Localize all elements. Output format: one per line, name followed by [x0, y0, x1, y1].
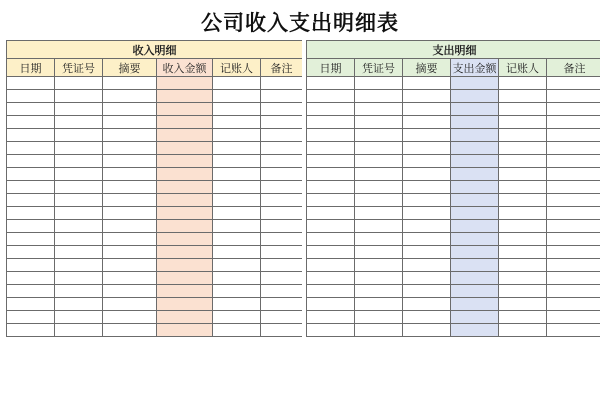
income-cell[interactable]	[7, 233, 55, 246]
expense-table-row	[307, 207, 600, 220]
expense-col-bookkeeper: 记账人	[499, 59, 547, 77]
income-cell[interactable]	[157, 142, 213, 155]
income-cell[interactable]	[55, 311, 103, 324]
income-cell[interactable]	[103, 272, 157, 285]
expense-cell[interactable]	[451, 259, 499, 272]
expense-cell[interactable]	[499, 207, 547, 220]
expense-table-row	[307, 77, 600, 90]
income-section	[6, 40, 302, 337]
expense-cell[interactable]	[547, 194, 600, 207]
expense-cell[interactable]	[355, 129, 403, 142]
income-cell[interactable]	[261, 311, 303, 324]
expense-cell[interactable]	[307, 311, 355, 324]
expense-cell[interactable]	[355, 311, 403, 324]
expense-cell[interactable]	[547, 233, 600, 246]
income-cell[interactable]	[213, 311, 261, 324]
income-cell[interactable]	[213, 233, 261, 246]
income-cell[interactable]	[103, 129, 157, 142]
income-table-row	[7, 233, 303, 246]
income-table-row	[7, 181, 303, 194]
income-cell[interactable]	[157, 311, 213, 324]
expense-cell[interactable]	[355, 77, 403, 90]
income-cell[interactable]	[103, 116, 157, 129]
income-cell[interactable]	[7, 285, 55, 298]
expense-cell[interactable]	[499, 311, 547, 324]
income-cell[interactable]	[213, 194, 261, 207]
expense-cell[interactable]	[355, 298, 403, 311]
income-cell[interactable]	[7, 142, 55, 155]
income-cell[interactable]	[103, 90, 157, 103]
income-cell[interactable]	[7, 220, 55, 233]
income-cell[interactable]	[7, 246, 55, 259]
expense-cell[interactable]	[403, 103, 451, 116]
income-cell[interactable]	[213, 77, 261, 90]
income-cell[interactable]	[7, 259, 55, 272]
income-cell[interactable]	[261, 129, 303, 142]
income-cell[interactable]	[157, 272, 213, 285]
expense-cell[interactable]	[451, 207, 499, 220]
income-cell[interactable]	[7, 194, 55, 207]
expense-cell[interactable]	[403, 155, 451, 168]
income-col-amount: 收入金额	[157, 59, 213, 77]
expense-cell[interactable]	[547, 259, 600, 272]
income-cell[interactable]	[7, 168, 55, 181]
income-cell[interactable]	[55, 155, 103, 168]
expense-cell[interactable]	[451, 155, 499, 168]
income-cell[interactable]	[213, 246, 261, 259]
income-cell[interactable]	[55, 181, 103, 194]
expense-cell[interactable]	[403, 142, 451, 155]
income-cell[interactable]	[7, 103, 55, 116]
expense-section-header: 支出明细	[307, 41, 600, 59]
expense-cell[interactable]	[403, 181, 451, 194]
income-cell[interactable]	[157, 233, 213, 246]
expense-cell[interactable]	[547, 90, 600, 103]
expense-cell[interactable]	[355, 168, 403, 181]
income-col-bookkeeper: 记账人	[213, 59, 261, 77]
expense-table-row	[307, 246, 600, 259]
income-table-row	[7, 116, 303, 129]
income-table-row	[7, 194, 303, 207]
expense-cell[interactable]	[451, 285, 499, 298]
income-cell[interactable]	[213, 116, 261, 129]
expense-cell[interactable]	[499, 259, 547, 272]
expense-cell[interactable]	[451, 324, 499, 337]
expense-cell[interactable]	[451, 116, 499, 129]
income-cell[interactable]	[157, 259, 213, 272]
income-cell[interactable]	[55, 259, 103, 272]
expense-cell[interactable]	[355, 272, 403, 285]
expense-cell[interactable]	[403, 246, 451, 259]
expense-table-row	[307, 116, 600, 129]
expense-cell[interactable]	[307, 103, 355, 116]
expense-cell[interactable]	[547, 142, 600, 155]
expense-cell[interactable]	[499, 246, 547, 259]
income-table-row	[7, 220, 303, 233]
income-cell[interactable]	[213, 207, 261, 220]
expense-cell[interactable]	[403, 194, 451, 207]
income-cell[interactable]	[55, 246, 103, 259]
expense-cell[interactable]	[451, 142, 499, 155]
expense-cell[interactable]	[547, 116, 600, 129]
expense-cell[interactable]	[403, 90, 451, 103]
income-table-row	[7, 168, 303, 181]
income-table-row	[7, 298, 303, 311]
income-cell[interactable]	[261, 142, 303, 155]
expense-cell[interactable]	[547, 272, 600, 285]
income-cell[interactable]	[213, 103, 261, 116]
income-cell[interactable]	[261, 233, 303, 246]
income-cell[interactable]	[157, 324, 213, 337]
income-cell[interactable]	[157, 129, 213, 142]
income-cell[interactable]	[261, 246, 303, 259]
income-cell[interactable]	[103, 259, 157, 272]
expense-cell[interactable]	[307, 168, 355, 181]
expense-cell[interactable]	[403, 311, 451, 324]
expense-cell[interactable]	[499, 220, 547, 233]
expense-table-row	[307, 324, 600, 337]
income-cell[interactable]	[157, 194, 213, 207]
income-cell[interactable]	[261, 285, 303, 298]
expense-cell[interactable]	[499, 142, 547, 155]
income-cell[interactable]	[213, 324, 261, 337]
expense-cell[interactable]	[355, 233, 403, 246]
income-cell[interactable]	[157, 90, 213, 103]
income-cell[interactable]	[55, 298, 103, 311]
income-cell[interactable]	[157, 116, 213, 129]
expense-cell[interactable]	[403, 324, 451, 337]
expense-cell[interactable]	[355, 207, 403, 220]
expense-cell[interactable]	[403, 116, 451, 129]
income-cell[interactable]	[213, 155, 261, 168]
income-col-date: 日期	[7, 59, 55, 77]
expense-cell[interactable]	[499, 285, 547, 298]
expense-cell[interactable]	[547, 129, 600, 142]
income-cell[interactable]	[7, 311, 55, 324]
income-cell[interactable]	[55, 129, 103, 142]
income-cell[interactable]	[261, 103, 303, 116]
expense-cell[interactable]	[307, 272, 355, 285]
expense-cell[interactable]	[307, 285, 355, 298]
income-cell[interactable]	[7, 90, 55, 103]
expense-cell[interactable]	[403, 77, 451, 90]
income-cell[interactable]	[261, 194, 303, 207]
income-cell[interactable]	[103, 324, 157, 337]
expense-cell[interactable]	[499, 324, 547, 337]
expense-cell[interactable]	[451, 194, 499, 207]
income-cell[interactable]	[103, 220, 157, 233]
expense-cell[interactable]	[355, 194, 403, 207]
expense-table-row	[307, 272, 600, 285]
expense-cell[interactable]	[355, 181, 403, 194]
expense-cell[interactable]	[355, 220, 403, 233]
expense-cell[interactable]	[451, 129, 499, 142]
expense-table-row	[307, 129, 600, 142]
income-cell[interactable]	[7, 298, 55, 311]
expense-cell[interactable]	[355, 259, 403, 272]
expense-cell[interactable]	[307, 233, 355, 246]
expense-col-amount: 支出金额	[451, 59, 499, 77]
expense-cell[interactable]	[547, 155, 600, 168]
income-table	[6, 40, 303, 337]
expense-table-row	[307, 103, 600, 116]
income-table-row	[7, 324, 303, 337]
expense-cell[interactable]	[499, 194, 547, 207]
expense-cell[interactable]	[307, 116, 355, 129]
income-cell[interactable]	[213, 259, 261, 272]
income-cell[interactable]	[103, 142, 157, 155]
income-cell[interactable]	[261, 77, 303, 90]
expense-table-row	[307, 90, 600, 103]
expense-cell[interactable]	[451, 272, 499, 285]
expense-cell[interactable]	[403, 272, 451, 285]
income-cell[interactable]	[157, 220, 213, 233]
income-cell[interactable]	[103, 285, 157, 298]
income-cell[interactable]	[7, 324, 55, 337]
expense-cell[interactable]	[499, 129, 547, 142]
income-cell[interactable]	[213, 129, 261, 142]
income-cell[interactable]	[55, 272, 103, 285]
expense-cell[interactable]	[547, 77, 600, 90]
expense-table-row	[307, 168, 600, 181]
income-cell[interactable]	[7, 155, 55, 168]
income-table-row	[7, 155, 303, 168]
income-cell[interactable]	[103, 246, 157, 259]
expense-cell[interactable]	[355, 142, 403, 155]
expense-cell[interactable]	[499, 298, 547, 311]
expense-cell[interactable]	[547, 311, 600, 324]
expense-cell[interactable]	[451, 168, 499, 181]
expense-cell[interactable]	[307, 259, 355, 272]
expense-col-summary: 摘要	[403, 59, 451, 77]
income-cell[interactable]	[55, 77, 103, 90]
income-cell[interactable]	[55, 142, 103, 155]
income-cell[interactable]	[103, 298, 157, 311]
expense-cell[interactable]	[403, 233, 451, 246]
expense-cell[interactable]	[547, 246, 600, 259]
income-cell[interactable]	[157, 246, 213, 259]
expense-cell[interactable]	[451, 220, 499, 233]
expense-cell[interactable]	[499, 181, 547, 194]
income-cell[interactable]	[261, 220, 303, 233]
expense-table-row	[307, 311, 600, 324]
income-cell[interactable]	[7, 181, 55, 194]
expense-cell[interactable]	[307, 181, 355, 194]
income-cell[interactable]	[103, 155, 157, 168]
income-col-notes: 备注	[261, 59, 303, 77]
expense-cell[interactable]	[451, 311, 499, 324]
sheet-title: 公司收入支出明细表	[201, 11, 399, 35]
expense-cell[interactable]	[547, 207, 600, 220]
expense-col-notes: 备注	[547, 59, 600, 77]
expense-cell[interactable]	[307, 324, 355, 337]
income-cell[interactable]	[55, 116, 103, 129]
expense-cell[interactable]	[547, 181, 600, 194]
expense-table-row	[307, 233, 600, 246]
expense-cell[interactable]	[451, 181, 499, 194]
expense-cell[interactable]	[307, 207, 355, 220]
expense-table	[306, 40, 600, 337]
income-table-row	[7, 259, 303, 272]
income-table-row	[7, 103, 303, 116]
expense-table-row	[307, 220, 600, 233]
income-cell[interactable]	[213, 90, 261, 103]
income-cell[interactable]	[261, 155, 303, 168]
income-cell[interactable]	[213, 181, 261, 194]
expense-cell[interactable]	[547, 298, 600, 311]
income-cell[interactable]	[7, 272, 55, 285]
expense-cell[interactable]	[451, 233, 499, 246]
expense-cell[interactable]	[403, 285, 451, 298]
expense-table-row	[307, 155, 600, 168]
expense-cell[interactable]	[307, 194, 355, 207]
income-cell[interactable]	[261, 259, 303, 272]
expense-cell[interactable]	[307, 90, 355, 103]
income-section-header: 收入明细	[7, 41, 303, 59]
expense-cell[interactable]	[307, 246, 355, 259]
income-table-row	[7, 142, 303, 155]
expense-cell[interactable]	[451, 103, 499, 116]
expense-cell[interactable]	[355, 246, 403, 259]
income-table-row	[7, 77, 303, 90]
expense-cell[interactable]	[547, 168, 600, 181]
income-cell[interactable]	[261, 90, 303, 103]
expense-table-row	[307, 194, 600, 207]
income-table-row	[7, 246, 303, 259]
expense-cell[interactable]	[355, 155, 403, 168]
income-cell[interactable]	[157, 207, 213, 220]
income-cell[interactable]	[261, 168, 303, 181]
income-cell[interactable]	[55, 324, 103, 337]
expense-table-row	[307, 142, 600, 155]
income-cell[interactable]	[157, 155, 213, 168]
income-cell[interactable]	[55, 285, 103, 298]
income-table-row	[7, 311, 303, 324]
income-cell[interactable]	[55, 207, 103, 220]
income-cell[interactable]	[103, 103, 157, 116]
expense-cell[interactable]	[307, 298, 355, 311]
income-cell[interactable]	[157, 168, 213, 181]
expense-cell[interactable]	[499, 103, 547, 116]
expense-cell[interactable]	[451, 246, 499, 259]
income-table-row	[7, 285, 303, 298]
income-cell[interactable]	[7, 116, 55, 129]
expense-cell[interactable]	[307, 220, 355, 233]
expense-cell[interactable]	[547, 103, 600, 116]
expense-section	[306, 40, 600, 337]
expense-cell[interactable]	[451, 77, 499, 90]
income-cell[interactable]	[213, 285, 261, 298]
income-cell[interactable]	[55, 90, 103, 103]
income-cell[interactable]	[55, 103, 103, 116]
expense-cell[interactable]	[355, 285, 403, 298]
income-cell[interactable]	[157, 285, 213, 298]
income-cell[interactable]	[103, 233, 157, 246]
expense-cell[interactable]	[355, 324, 403, 337]
expense-cell[interactable]	[403, 298, 451, 311]
expense-table-row	[307, 285, 600, 298]
income-cell[interactable]	[213, 142, 261, 155]
income-cell[interactable]	[103, 77, 157, 90]
expense-cell[interactable]	[355, 90, 403, 103]
income-cell[interactable]	[7, 77, 55, 90]
expense-table-row	[307, 298, 600, 311]
income-col-voucher: 凭证号	[55, 59, 103, 77]
expense-cell[interactable]	[307, 77, 355, 90]
expense-col-voucher: 凭证号	[355, 59, 403, 77]
income-cell[interactable]	[157, 298, 213, 311]
expense-cell[interactable]	[403, 259, 451, 272]
expense-cell[interactable]	[499, 155, 547, 168]
expense-cell[interactable]	[547, 285, 600, 298]
expense-cell[interactable]	[547, 324, 600, 337]
income-cell[interactable]	[261, 298, 303, 311]
expense-cell[interactable]	[307, 142, 355, 155]
expense-cell[interactable]	[403, 168, 451, 181]
income-cell[interactable]	[213, 168, 261, 181]
income-cell[interactable]	[213, 220, 261, 233]
expense-cell[interactable]	[307, 155, 355, 168]
expense-cell[interactable]	[451, 90, 499, 103]
income-cell[interactable]	[103, 181, 157, 194]
income-cell[interactable]	[103, 168, 157, 181]
income-cell[interactable]	[213, 272, 261, 285]
income-cell[interactable]	[7, 129, 55, 142]
income-cell[interactable]	[7, 207, 55, 220]
income-table-row	[7, 272, 303, 285]
income-cell[interactable]	[55, 194, 103, 207]
expense-cell[interactable]	[499, 168, 547, 181]
expense-col-date: 日期	[307, 59, 355, 77]
expense-cell[interactable]	[403, 129, 451, 142]
income-table-row	[7, 90, 303, 103]
income-cell[interactable]	[55, 233, 103, 246]
income-cell[interactable]	[55, 168, 103, 181]
income-cell[interactable]	[103, 207, 157, 220]
income-cell[interactable]	[103, 311, 157, 324]
income-cell[interactable]	[103, 194, 157, 207]
expense-cell[interactable]	[499, 116, 547, 129]
income-table-row	[7, 129, 303, 142]
expense-cell[interactable]	[403, 220, 451, 233]
income-table-row	[7, 207, 303, 220]
expense-cell[interactable]	[403, 207, 451, 220]
income-col-summary: 摘要	[103, 59, 157, 77]
income-cell[interactable]	[261, 324, 303, 337]
income-cell[interactable]	[261, 116, 303, 129]
income-cell[interactable]	[157, 103, 213, 116]
income-cell[interactable]	[55, 220, 103, 233]
expense-cell[interactable]	[499, 272, 547, 285]
expense-cell[interactable]	[499, 233, 547, 246]
expense-table-row	[307, 181, 600, 194]
income-cell[interactable]	[213, 298, 261, 311]
expense-cell[interactable]	[451, 298, 499, 311]
income-cell[interactable]	[261, 272, 303, 285]
expense-cell[interactable]	[355, 116, 403, 129]
expense-cell[interactable]	[355, 103, 403, 116]
income-cell[interactable]	[157, 77, 213, 90]
income-cell[interactable]	[261, 207, 303, 220]
income-cell[interactable]	[157, 181, 213, 194]
expense-cell[interactable]	[547, 220, 600, 233]
income-cell[interactable]	[261, 181, 303, 194]
expense-cell[interactable]	[499, 77, 547, 90]
expense-cell[interactable]	[499, 90, 547, 103]
expense-cell[interactable]	[307, 129, 355, 142]
expense-table-row	[307, 259, 600, 272]
